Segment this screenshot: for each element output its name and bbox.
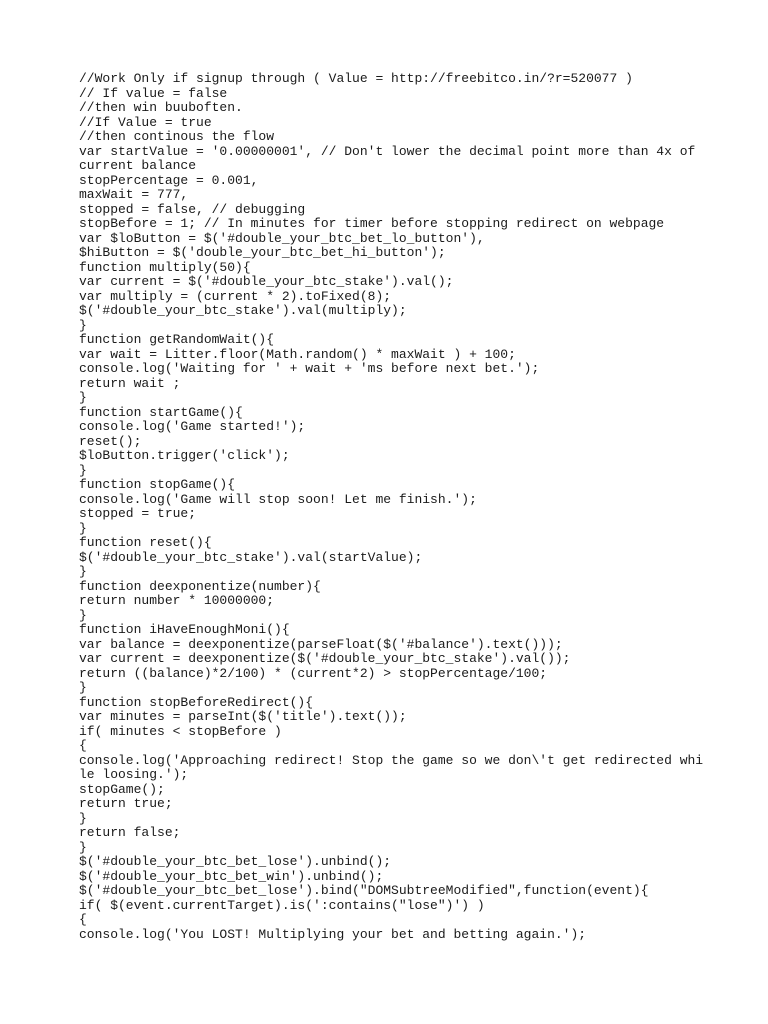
- code-line: }: [79, 462, 87, 478]
- code-line: return number * 10000000;: [79, 593, 275, 608]
- code-line: console.log('Approaching redirect! Stop the game so we don\'t get redirected whi: [79, 752, 704, 768]
- code-line: //then win buuboften.: [79, 100, 243, 115]
- code-line: function reset(){: [79, 535, 212, 550]
- code-line: var minutes = parseInt($('title').text());: [79, 709, 407, 724]
- code-line: stopBefore = 1; // In minutes for timer before stopping redirect on webpage: [79, 216, 665, 231]
- code-line: //then continous the flow: [79, 129, 275, 144]
- code-line: function startGame(){: [79, 404, 243, 420]
- code-line: maxWait = 777,: [79, 187, 189, 202]
- code-line: $('#double_your_btc_stake').val(startValue);: [79, 549, 423, 565]
- code-line: console.log('Waiting for ' + wait + 'ms before next bet.');: [79, 361, 540, 376]
- code-line: {: [79, 912, 87, 927]
- code-line: $loButton.trigger('click');: [79, 448, 290, 463]
- code-line: var startValue = '0.00000001', // Don't lower the decimal point more than 4x of: [79, 143, 696, 159]
- code-line: }: [79, 390, 87, 405]
- code-line: function stopBeforeRedirect(){: [79, 694, 314, 710]
- code-line: //Work Only if signup through ( Value = http://freebitco.in/?r=520077 ): [79, 71, 633, 86]
- code-line: //If Value = true: [79, 114, 212, 130]
- code-line: function deexponentize(number){: [79, 578, 321, 594]
- code-line: $('#double_your_btc_bet_win').unbind();: [79, 868, 384, 884]
- code-line: console.log('Game started!');: [79, 419, 306, 434]
- code-listing: [79, 72, 709, 942]
- code-line: function stopGame(){: [79, 477, 236, 492]
- code-line: // If value = false: [79, 85, 228, 101]
- code-line: console.log('Game will stop soon! Let me finish.');: [79, 491, 477, 507]
- code-line: $('#double_your_btc_stake').val(multiply);: [79, 303, 407, 318]
- code-line: var wait = Litter.floor(Math.random() * maxWait ) + 100;: [79, 346, 516, 362]
- code-line: var current = deexponentize($('#double_your_btc_stake').val());: [79, 651, 571, 666]
- code-line: var current = $('#double_your_btc_stake').val();: [79, 274, 454, 289]
- code-line: $hiButton = $('double_your_btc_bet_hi_button');: [79, 245, 446, 260]
- code-line: le loosing.');: [79, 767, 189, 782]
- code-line: }: [79, 607, 87, 623]
- code-line: console.log('You LOST! Multiplying your bet and betting again.');: [79, 926, 587, 942]
- code-line: return ((balance)*2/100) * (current*2) > stopPercentage/100;: [79, 665, 548, 681]
- code-line: if( $(event.currentTarget).is(':contains("lose")') ): [79, 897, 485, 913]
- code-line: if( minutes < stopBefore ): [79, 723, 282, 739]
- code-line: }: [79, 839, 87, 855]
- code-line: var balance = deexponentize(parseFloat($('#balance').text()));: [79, 636, 563, 652]
- code-line: function getRandomWait(){: [79, 332, 275, 347]
- code-line: return false;: [79, 825, 181, 840]
- code-line: var $loButton = $('#double_your_btc_bet_lo_button'),: [79, 230, 485, 246]
- code-line: }: [79, 680, 87, 695]
- code-line: function multiply(50){: [79, 259, 251, 275]
- code-line: }: [79, 520, 87, 536]
- code-line: var multiply = (current * 2).toFixed(8);: [79, 288, 392, 304]
- code-line: }: [79, 564, 87, 579]
- code-line: current balance: [79, 158, 197, 173]
- code-line: stopped = false, // debugging: [79, 201, 306, 217]
- code-line: return wait ;: [79, 375, 181, 391]
- code-line: stopped = true;: [79, 506, 197, 521]
- code-line: }: [79, 810, 87, 826]
- code-line: return true;: [79, 796, 173, 811]
- code-line: reset();: [79, 433, 142, 449]
- code-line: function iHaveEnoughMoni(){: [79, 622, 290, 637]
- code-line: {: [79, 738, 87, 753]
- code-line: stopPercentage = 0.001,: [79, 172, 259, 188]
- code-line: stopGame();: [79, 781, 165, 797]
- code-line: $('#double_your_btc_bet_lose').bind("DOMSubtreeModified",function(event){: [79, 883, 649, 898]
- code-line: }: [79, 317, 87, 333]
- code-line: $('#double_your_btc_bet_lose').unbind();: [79, 854, 392, 869]
